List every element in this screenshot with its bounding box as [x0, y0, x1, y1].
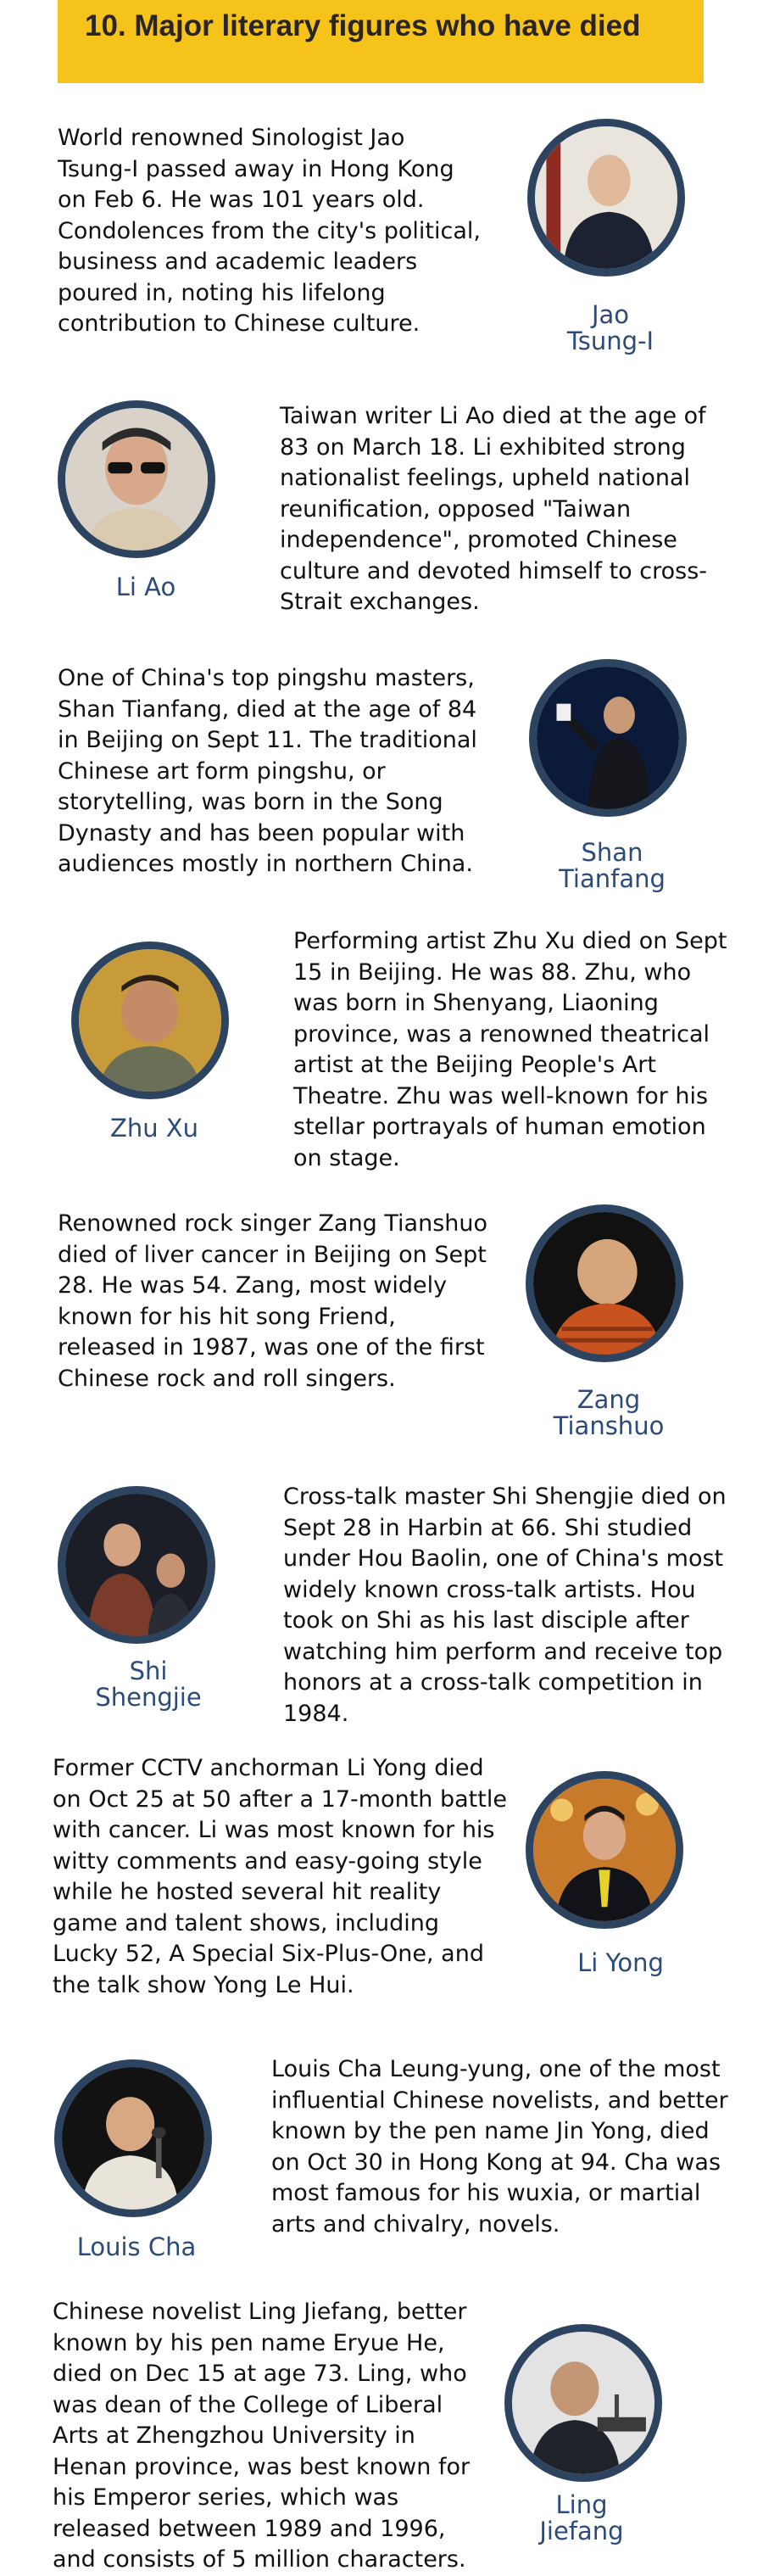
obituary-text: Performing artist Zhu Xu died on Sept 15 in Beijing. He was 88. Zhu, who was born in Shenyang, Liaoning province, was a renowned theatrical artist at the Beijing People's Art Theatre. Zhu was well-known for his stellar portrayals of human emotion on stage.: [293, 928, 727, 1171]
portrait-icon: [62, 2067, 204, 2210]
person-name: Zhu Xu: [109, 1114, 199, 1143]
person-name: Zang Tianshuo: [553, 1385, 665, 1440]
avatar: [504, 2324, 662, 2482]
person-name: Li Ao: [115, 573, 176, 601]
avatar: [71, 942, 229, 1099]
portrait-icon: [533, 1779, 676, 1921]
avatar: [526, 1204, 683, 1362]
portrait-icon: [79, 949, 221, 1092]
obituary-text: Louis Cha Leung-yung, one of the most influential Chinese novelists, and better known by the pen name Jin Yong, died on Oct 30 in Hong Kong at 94. Cha was most famous for his wuxia, or martial arts and chivalry, novels.: [271, 2056, 728, 2238]
portrait-icon: [533, 1212, 676, 1355]
person-name: Shan Tianfang: [559, 838, 666, 893]
page-title: 10. Major literary figures who have died: [85, 9, 641, 42]
page-header: [58, 0, 704, 83]
person-name: Ling Jiefang: [539, 2490, 624, 2545]
avatar: [54, 2059, 212, 2217]
obituary-text: World renowned Sinologist Jao Tsung-I passed away in Hong Kong on Feb 6. He was 101 years old. Condolences from the city's political, business and academic leaders poured in, noting his lifelong contribution to Chinese culture.: [58, 125, 481, 337]
person-name: Shi Shengjie: [95, 1657, 202, 1712]
person-name: Louis Cha: [76, 2232, 197, 2261]
avatar: [527, 119, 685, 277]
obituary-text: Former CCTV anchorman Li Yong died on Oct 25 at 50 after a 17-month battle with cancer. Li was most known for his witty comments and easy-going style while he hosted several hit reality game and talent shows, including Lucky 52, A Special Six-Plus-One, and the talk show Yong Le Hui.: [53, 1755, 507, 1998]
obituary-text: One of China's top pingshu masters, Shan Tianfang, died at the age of 84 in Beijing on Sept 11. The traditional Chinese art form pingshu, or storytelling, was born in the Song Dynasty and has been popular with audiences mostly in northern China.: [58, 665, 477, 877]
avatar: [526, 1771, 683, 1929]
portrait-icon: [535, 126, 677, 269]
person-name: Jao Tsung-I: [566, 300, 654, 355]
person-name: Li Yong: [577, 1948, 664, 1977]
portrait-icon: [537, 667, 679, 809]
avatar: [529, 659, 687, 817]
avatar: [58, 1486, 215, 1644]
obituary-text: Renowned rock singer Zang Tianshuo died of liver cancer in Beijing on Sept 28. He was 54. Zang, most widely known for his hit song Friend, released in 1987, was one of the first Chinese rock and roll singers.: [58, 1210, 488, 1392]
obituary-text: Cross-talk master Shi Shengjie died on Sept 28 in Harbin at 66. Shi studied under Hou Baolin, one of China's most widely known cross-talk artists. Hou took on Shi as his last disciple after watching him perform and receive top honors at a cross-talk competition in 1984.: [283, 1484, 727, 1727]
portrait-icon: [512, 2332, 654, 2474]
portrait-icon: [65, 408, 208, 550]
avatar: [58, 400, 215, 558]
portrait-icon: [65, 1494, 208, 1636]
obituary-text: Chinese novelist Ling Jiefang, better known by his pen name Eryue He, died on Dec 15 at age 73. Ling, who was dean of the College of Liberal Arts at Zhengzhou University in Henan province, was best known for his Emperor series, which was released between 1989 and 1996, and consists of 5 million characters.: [53, 2299, 471, 2573]
obituary-text: Taiwan writer Li Ao died at the age of 83 on March 18. Li exhibited strong nationalist feelings, upheld national reunification, opposed "Taiwan independence", promoted Chinese culture and devoted himself to cross-Strait exchanges.: [280, 403, 708, 615]
